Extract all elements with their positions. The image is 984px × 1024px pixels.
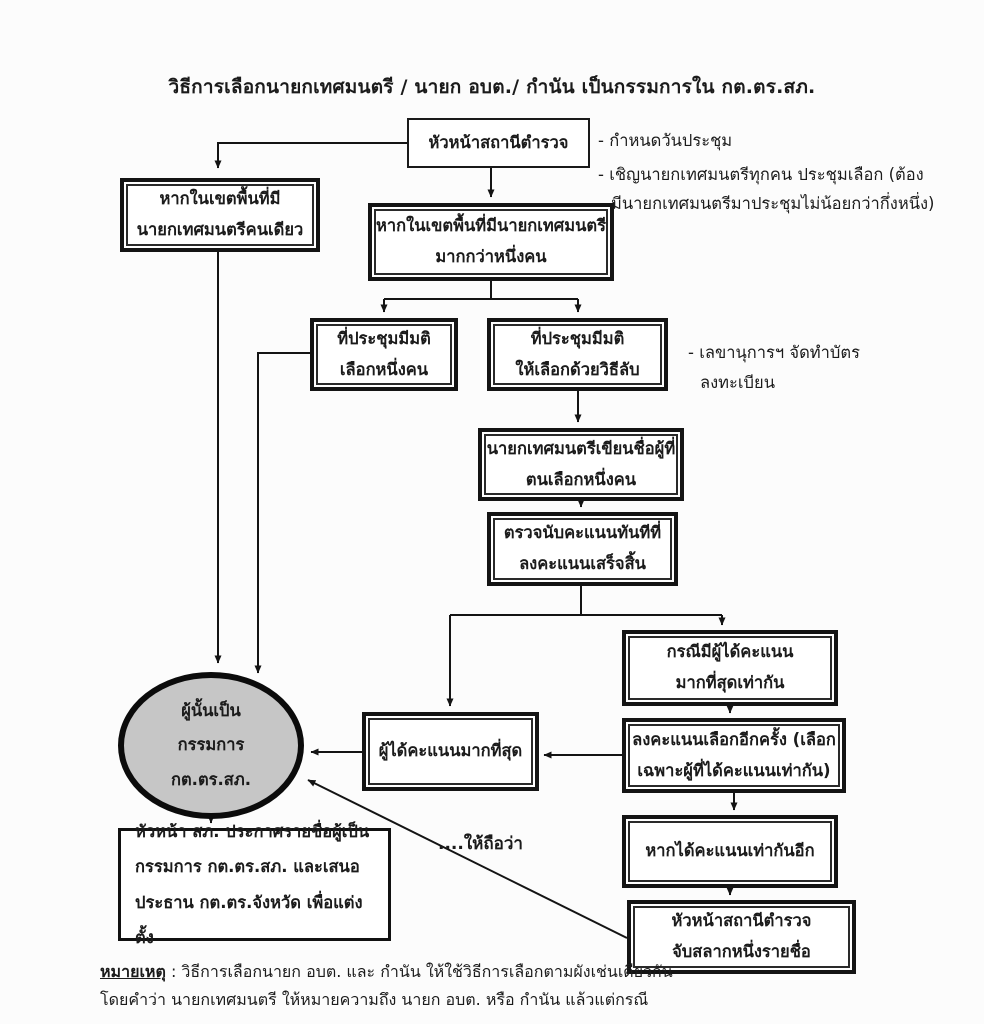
node-tie-case — [622, 630, 838, 706]
node-label: นายกเทศมนตรีเขียนชื่อผู้ที่ — [486, 438, 676, 458]
node-resolve-secret — [487, 318, 668, 391]
node-label: เลือกหนึ่งคน — [339, 359, 429, 379]
node-label: ที่ประชุมมีมติ — [337, 328, 431, 348]
annotation-line: - เชิญนายกเทศมนตรีทุกคน ประชุมเลือก (ต้อง — [598, 164, 924, 184]
annotation-line: - กำหนดวันประชุม — [598, 131, 733, 150]
node-label: หัวหน้าสถานีตำรวจ — [428, 132, 569, 152]
node-most-votes — [362, 712, 539, 791]
node-label: จับสลากหนึ่งรายชื่อ — [672, 942, 811, 961]
node-label: นายกเทศมนตรีคนเดียว — [136, 220, 304, 239]
node-label: ผู้ได้คะแนนมากที่สุด — [378, 741, 523, 761]
node-label: หากในเขตพื้นที่มีนายกเทศมนตรี — [376, 216, 606, 236]
footnote — [100, 958, 700, 1014]
node-one-mayor — [120, 178, 320, 252]
diagram-title: วิธีการเลือกนายกเทศมนตรี / นายก อบต./ กำนัน เป็นกรรมการใน กต.ตร.สภ. — [168, 76, 816, 98]
annotation-line: ลงทะเบียน — [700, 372, 775, 392]
footnote-label: หมายเหตุ — [100, 962, 166, 981]
footnote-line: โดยคำว่า นายกเทศมนตรี ให้หมายความถึง นายก อบต. หรือ กำนัน แล้วแต่กรณี — [100, 990, 649, 1009]
footnote-line — [100, 958, 700, 986]
node-police-chief — [407, 118, 590, 168]
node-label: ตรวจนับคะแนนทันทีที่ — [503, 523, 662, 543]
node-label: หากได้คะแนนเท่ากันอีก — [645, 841, 815, 861]
node-label: มากที่สุดเท่ากัน — [675, 673, 785, 692]
node-write-name — [478, 428, 684, 501]
node-tie-again — [622, 815, 838, 888]
node-label: หากในเขตพื้นที่มี — [159, 189, 281, 209]
node-resolve-one — [310, 318, 458, 391]
annotation-line: มีนายกเทศมนตรีมาประชุมไม่น้อยกว่ากึ่งหนึ่ง) — [611, 194, 935, 214]
ellipse-label: ผู้นั้นเป็น — [181, 700, 241, 720]
annotation-secretary — [688, 338, 948, 397]
result-ellipse — [118, 672, 304, 819]
deem-label: ....ให้ถือว่า — [438, 834, 523, 854]
node-count-votes — [487, 512, 678, 586]
node-revote — [622, 718, 846, 793]
node-label: หัวหน้า สภ. ประกาศรายชื่อผู้เป็น — [135, 821, 370, 841]
node-many-mayors — [368, 203, 614, 281]
node-label: ตนเลือกหนึ่งคน — [525, 469, 637, 489]
annotation-meeting — [598, 126, 968, 219]
node-label: เฉพาะผู้ที่ได้คะแนนเท่ากัน) — [637, 760, 831, 780]
node-label: หัวหน้าสถานีตำรวจ — [671, 911, 812, 931]
node-label: กรณีมีผู้ได้คะแนน — [666, 642, 794, 662]
node-label: มากกว่าหนึ่งคน — [435, 247, 547, 266]
node-label: ลงคะแนนเลือกอีกครั้ง (เลือก — [632, 729, 836, 749]
annotation-line: - เลขานุการฯ จัดทำบัตร — [688, 343, 860, 362]
node-label: ประธาน กต.ตร.จังหวัด เพื่อแต่งตั้ง — [135, 892, 363, 947]
ellipse-label: กต.ตร.สภ. — [170, 769, 252, 789]
node-label: ให้เลือกด้วยวิธีลับ — [515, 359, 640, 379]
node-label: กรรมการ กต.ตร.สภ. และเสนอ — [135, 857, 360, 877]
ellipse-label: กรรมการ — [177, 735, 245, 755]
node-announce — [118, 821, 391, 947]
node-label: ที่ประชุมมีมติ — [530, 328, 625, 348]
footnote-text: : วิธีการเลือกนายก อบต. และ กำนัน ให้ใช้วิธีการเลือกตามผังเช่นเดียวกัน — [165, 962, 673, 981]
node-label: ลงคะแนนเสร็จสิ้น — [519, 554, 646, 573]
